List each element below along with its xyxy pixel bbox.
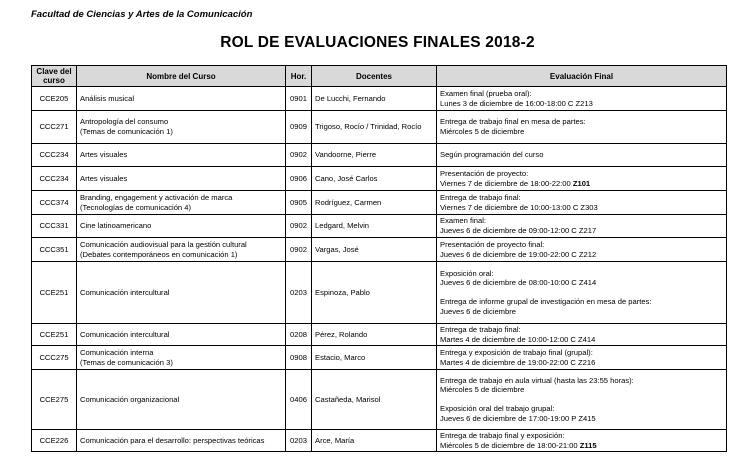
table-row bbox=[32, 144, 727, 167]
course-name-line: Comunicación organizacional bbox=[80, 394, 180, 404]
course-name-line: Cine latinoamericano bbox=[80, 221, 152, 231]
course-name-line: Branding, engagement y activación de marca bbox=[80, 192, 233, 202]
evaluation-line bbox=[440, 226, 723, 236]
cell-docentes: Cano, José Carlos bbox=[312, 167, 437, 191]
cell-docentes: Ledgard, Melvin bbox=[312, 215, 437, 238]
cell-hor: 0901 bbox=[286, 87, 312, 111]
table-row bbox=[32, 167, 727, 191]
evaluation-text: Entrega de trabajo en aula virtual (hasta las 23:55 horas): bbox=[440, 375, 634, 385]
evaluation-text: Según programación del curso bbox=[440, 150, 544, 160]
table-row bbox=[32, 370, 727, 430]
table-row bbox=[32, 262, 727, 324]
col-header-clave: Clave del curso bbox=[32, 66, 77, 87]
cell-clave: CCC271 bbox=[32, 111, 77, 144]
evaluation-text: Examen final (prueba oral): bbox=[440, 88, 532, 98]
cell-clave: CCC351 bbox=[32, 238, 77, 262]
cell-hor: 0208 bbox=[286, 324, 312, 346]
evaluation-text: Jueves 6 de diciembre bbox=[440, 306, 516, 316]
course-name-line: Antropología del consumo bbox=[80, 117, 169, 127]
table-row bbox=[32, 111, 727, 144]
evaluation-text: Presentación de proyecto: bbox=[440, 168, 529, 178]
evaluation-line bbox=[440, 250, 723, 260]
evaluation-line bbox=[440, 89, 723, 99]
course-name-line: (Temas de comunicación 3) bbox=[80, 357, 173, 367]
evaluation-text: Presentación de proyecto final: bbox=[440, 239, 545, 249]
evaluation-text: Jueves 6 de diciembre de 19:00-22:00 C Z212 bbox=[440, 249, 597, 259]
evaluation-line bbox=[440, 193, 723, 203]
evaluation-text: Miércoles 5 de diciembre de 18:00-21:00 bbox=[440, 440, 580, 450]
cell-evaluacion bbox=[437, 87, 727, 111]
course-name-line: Análisis musical bbox=[80, 93, 135, 103]
evaluation-text: Entrega de trabajo final y exposición: bbox=[440, 430, 565, 440]
evaluation-text: Exposición oral del trabajo grupal: bbox=[440, 404, 555, 414]
evaluation-line bbox=[440, 179, 723, 189]
evaluation-line bbox=[440, 307, 723, 317]
course-name-line: (Tecnologías de comunicación 4) bbox=[80, 202, 192, 212]
cell-evaluacion bbox=[437, 144, 727, 167]
cell-curso bbox=[77, 144, 286, 167]
cell-evaluacion bbox=[437, 111, 727, 144]
room-code: Z101 bbox=[572, 178, 591, 188]
cell-curso bbox=[77, 87, 286, 111]
cell-curso bbox=[77, 167, 286, 191]
course-name-line: Artes visuales bbox=[80, 150, 128, 160]
cell-curso bbox=[77, 262, 286, 324]
line-gap bbox=[440, 395, 723, 405]
cell-docentes: Trigoso, Rocío / Trinidad, Rocío bbox=[312, 111, 437, 144]
cell-clave: CCC234 bbox=[32, 144, 77, 167]
col-header-hor: Hor. bbox=[286, 66, 312, 87]
table-row bbox=[32, 346, 727, 370]
evaluation-text: Entrega de trabajo final: bbox=[440, 192, 521, 202]
evaluation-text: Entrega de informe grupal de investigación en mesa de partes: bbox=[440, 297, 652, 307]
cell-curso bbox=[77, 191, 286, 215]
course-name-line: Artes visuales bbox=[80, 173, 128, 183]
evaluation-line bbox=[440, 404, 723, 414]
cell-clave: CCE226 bbox=[32, 430, 77, 452]
evaluation-text: Viernes 7 de diciembre de 10:00-13:00 C Z303 bbox=[440, 202, 598, 212]
evaluation-line bbox=[440, 414, 723, 424]
evaluation-line bbox=[440, 385, 723, 395]
evaluation-line bbox=[440, 216, 723, 226]
table-body bbox=[32, 87, 727, 452]
cell-evaluacion bbox=[437, 191, 727, 215]
cell-evaluacion bbox=[437, 262, 727, 324]
cell-docentes: Castañeda, Marisol bbox=[312, 370, 437, 430]
cell-docentes: Estacio, Marco bbox=[312, 346, 437, 370]
course-name-line: (Temas de comunicación 1) bbox=[80, 127, 173, 136]
table-row bbox=[32, 191, 727, 215]
evaluation-text: Entrega y exposición de trabajo final (grupal): bbox=[440, 347, 593, 357]
col-header-docentes: Docentes bbox=[312, 66, 437, 87]
cell-clave: CCC234 bbox=[32, 167, 77, 191]
cell-hor: 0906 bbox=[286, 167, 312, 191]
cell-evaluacion bbox=[437, 370, 727, 430]
evaluation-text: Viernes 7 de diciembre de 18:00-22:00 bbox=[440, 178, 573, 188]
evaluation-text: Jueves 6 de diciembre de 17:00-19:00 P Z415 bbox=[440, 413, 596, 423]
evaluation-text: Jueves 6 de diciembre de 09:00-12:00 C Z217 bbox=[440, 226, 597, 235]
cell-curso bbox=[77, 370, 286, 430]
cell-hor: 0909 bbox=[286, 111, 312, 144]
cell-hor: 0902 bbox=[286, 238, 312, 262]
cell-docentes: Rodríguez, Carmen bbox=[312, 191, 437, 215]
cell-hor: 0905 bbox=[286, 191, 312, 215]
evaluation-line bbox=[440, 376, 723, 386]
cell-hor: 0902 bbox=[286, 144, 312, 167]
evaluation-line bbox=[440, 431, 723, 441]
cell-clave: CCE251 bbox=[32, 262, 77, 324]
evaluation-text: Martes 4 de diciembre de 10:00-12:00 C Z414 bbox=[440, 334, 596, 344]
course-name-line: Comunicación interna bbox=[80, 347, 154, 357]
cell-docentes: Pérez, Rolando bbox=[312, 324, 437, 346]
cell-docentes: De Lucchi, Fernando bbox=[312, 87, 437, 111]
evaluation-text: Examen final: bbox=[440, 216, 487, 226]
course-name-line: Comunicación audiovisual para la gestión cultural bbox=[80, 239, 247, 249]
course-name-line: Comunicación intercultural bbox=[80, 287, 170, 297]
cell-evaluacion bbox=[437, 167, 727, 191]
cell-docentes: Espinoza, Pablo bbox=[312, 262, 437, 324]
course-name-line: (Debates contemporáneos en comunicación 1) bbox=[80, 249, 238, 259]
cell-docentes: Vargas, José bbox=[312, 238, 437, 262]
cell-docentes: Vandoorne, Pierre bbox=[312, 144, 437, 167]
evaluation-text: Entrega de trabajo final: bbox=[440, 324, 521, 334]
evaluation-line bbox=[440, 325, 723, 335]
evaluation-line bbox=[440, 99, 723, 109]
cell-curso bbox=[77, 215, 286, 238]
evaluation-text: Jueves 6 de diciembre de 08:00-10:00 C Z414 bbox=[440, 278, 597, 288]
line-gap bbox=[440, 288, 723, 298]
cell-clave: CCC374 bbox=[32, 191, 77, 215]
evaluation-line bbox=[440, 348, 723, 358]
col-header-curso: Nombre del Curso bbox=[77, 66, 286, 87]
col-header-evaluacion: Evaluación Final bbox=[437, 66, 727, 87]
cell-curso bbox=[77, 346, 286, 370]
cell-hor: 0902 bbox=[286, 215, 312, 238]
course-name-line: Comunicación para el desarrollo: perspectivas teóricas bbox=[80, 435, 265, 445]
evaluation-text: Entrega de trabajo final en mesa de partes: bbox=[440, 117, 586, 127]
evaluation-line bbox=[440, 150, 723, 160]
cell-evaluacion bbox=[437, 238, 727, 262]
evaluation-text: Exposición oral: bbox=[440, 268, 494, 278]
table-row bbox=[32, 430, 727, 452]
cell-curso bbox=[77, 238, 286, 262]
cell-hor: 0908 bbox=[286, 346, 312, 370]
cell-evaluacion bbox=[437, 324, 727, 346]
cell-evaluacion bbox=[437, 215, 727, 238]
cell-clave: CCE275 bbox=[32, 370, 77, 430]
table-row bbox=[32, 238, 727, 262]
evaluation-line bbox=[440, 358, 723, 368]
evaluation-line bbox=[440, 278, 723, 288]
evaluation-line bbox=[440, 441, 723, 451]
evaluations-table bbox=[31, 65, 727, 452]
table-header-row bbox=[32, 66, 727, 87]
evaluation-line bbox=[440, 269, 723, 279]
evaluation-text: Miércoles 5 de diciembre bbox=[440, 127, 525, 136]
cell-curso bbox=[77, 324, 286, 346]
cell-clave: CCE205 bbox=[32, 87, 77, 111]
room-code: Z115 bbox=[579, 440, 597, 450]
cell-evaluacion bbox=[437, 430, 727, 452]
cell-curso bbox=[77, 430, 286, 452]
page-title: ROL DE EVALUACIONES FINALES 2018-2 bbox=[220, 34, 535, 51]
cell-clave: CCC275 bbox=[32, 346, 77, 370]
cell-hor: 0203 bbox=[286, 430, 312, 452]
evaluation-line bbox=[440, 203, 723, 213]
evaluation-line bbox=[440, 335, 723, 345]
evaluation-line bbox=[440, 127, 723, 137]
evaluation-text: Miércoles 5 de diciembre bbox=[440, 385, 525, 395]
evaluation-line bbox=[440, 240, 723, 250]
cell-curso bbox=[77, 111, 286, 144]
cell-clave: CCC331 bbox=[32, 215, 77, 238]
evaluation-line bbox=[440, 297, 723, 307]
evaluation-line bbox=[440, 169, 723, 179]
evaluation-text: Martes 4 de diciembre de 19:00-22:00 C Z216 bbox=[440, 357, 596, 367]
cell-evaluacion bbox=[437, 346, 727, 370]
faculty-name: Facultad de Ciencias y Artes de la Comunicación bbox=[31, 9, 253, 20]
table-row bbox=[32, 87, 727, 111]
cell-docentes: Arce, María bbox=[312, 430, 437, 452]
table-row bbox=[32, 324, 727, 346]
cell-hor: 0203 bbox=[286, 262, 312, 324]
cell-clave: CCE251 bbox=[32, 324, 77, 346]
table-row bbox=[32, 215, 727, 238]
course-name-line: Comunicación intercultural bbox=[80, 329, 170, 339]
evaluation-line bbox=[440, 117, 723, 127]
evaluation-text: Lunes 3 de diciembre de 16:00-18:00 C Z213 bbox=[440, 98, 593, 108]
cell-hor: 0406 bbox=[286, 370, 312, 430]
